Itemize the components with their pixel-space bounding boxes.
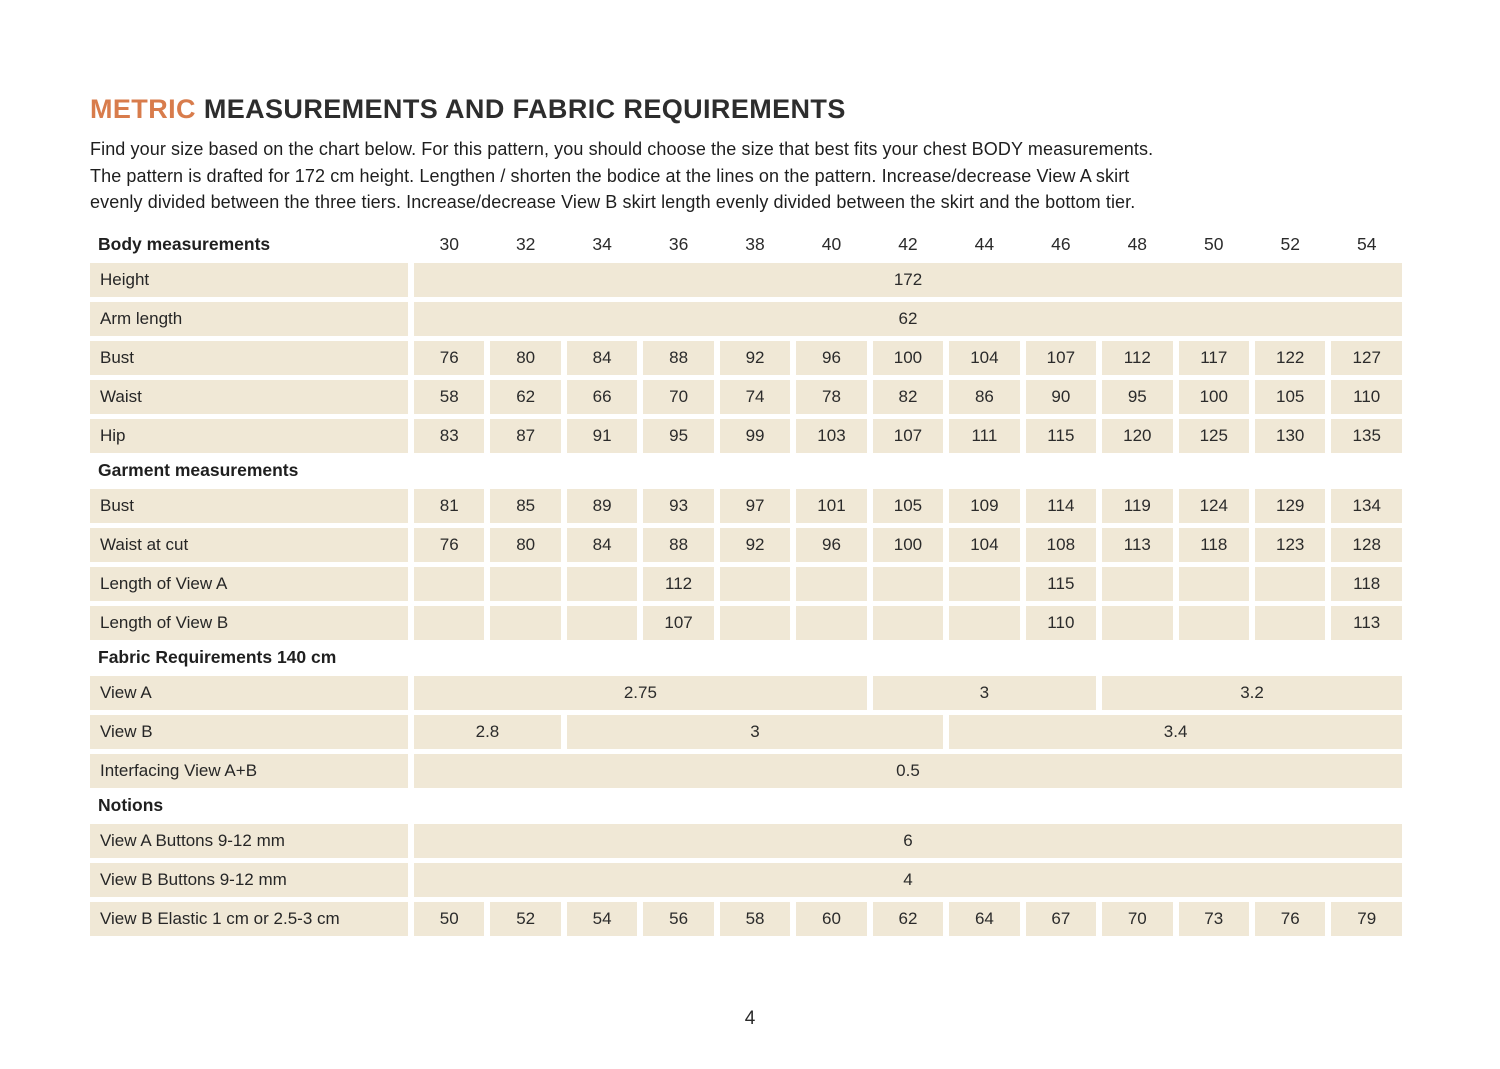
value-cell: 95 <box>643 419 713 453</box>
value-cell: 107 <box>873 419 943 453</box>
measurement-table <box>84 227 1408 941</box>
size-column-header: 48 <box>1127 234 1148 254</box>
value-cell: 104 <box>949 341 1019 375</box>
table-row <box>90 567 1402 601</box>
value-cell: 88 <box>643 341 713 375</box>
value-cell: 50 <box>414 902 484 936</box>
table-row <box>90 489 1402 523</box>
value-cell <box>490 567 560 601</box>
value-cell: 0.5 <box>414 754 1402 788</box>
value-cell: 92 <box>720 528 790 562</box>
value-cell: 3.4 <box>949 715 1402 749</box>
size-column-header: 32 <box>515 234 536 254</box>
value-cell: 62 <box>873 902 943 936</box>
value-cell: 109 <box>949 489 1019 523</box>
value-cell <box>873 567 943 601</box>
value-cell: 119 <box>1102 489 1172 523</box>
value-cell <box>490 606 560 640</box>
value-cell <box>949 567 1019 601</box>
value-cell: 60 <box>796 902 866 936</box>
value-cell: 80 <box>490 528 560 562</box>
value-cell: 79 <box>1331 902 1402 936</box>
value-cell: 125 <box>1179 419 1249 453</box>
value-cell: 103 <box>796 419 866 453</box>
value-cell: 120 <box>1102 419 1172 453</box>
section-header-row <box>90 458 1402 484</box>
value-cell: 110 <box>1331 380 1402 414</box>
value-cell: 2.8 <box>414 715 561 749</box>
value-cell: 114 <box>1026 489 1096 523</box>
value-cell: 108 <box>1026 528 1096 562</box>
value-cell <box>720 606 790 640</box>
section-label: Fabric Requirements 140 cm <box>98 647 337 667</box>
row-label: View B Elastic 1 cm or 2.5-3 cm <box>90 902 408 936</box>
size-column-header: 38 <box>745 234 765 254</box>
value-cell <box>1102 606 1172 640</box>
value-cell: 70 <box>643 380 713 414</box>
size-column-header: 54 <box>1356 234 1377 254</box>
intro-paragraph <box>90 136 1400 216</box>
value-cell <box>414 606 484 640</box>
value-cell: 91 <box>567 419 637 453</box>
row-label: Bust <box>90 341 408 375</box>
value-cell: 115 <box>1026 567 1096 601</box>
row-label: Length of View B <box>90 606 408 640</box>
value-cell: 85 <box>490 489 560 523</box>
value-cell: 130 <box>1255 419 1325 453</box>
measurement-table-body <box>90 232 1402 936</box>
row-label: View A <box>90 676 408 710</box>
value-cell <box>567 606 637 640</box>
value-cell: 70 <box>1102 902 1172 936</box>
size-column-header: 40 <box>821 234 842 254</box>
value-cell <box>873 606 943 640</box>
value-cell: 81 <box>414 489 484 523</box>
value-cell: 67 <box>1026 902 1096 936</box>
value-cell: 110 <box>1026 606 1096 640</box>
size-column-header: 36 <box>668 234 689 254</box>
page-number: 4 <box>744 1008 756 1029</box>
row-label: Waist at cut <box>90 528 408 562</box>
value-cell: 100 <box>873 341 943 375</box>
value-cell: 73 <box>1179 902 1249 936</box>
value-cell: 111 <box>949 419 1019 453</box>
value-cell: 93 <box>643 489 713 523</box>
value-cell <box>1102 567 1172 601</box>
table-row <box>90 863 1402 897</box>
section-header-row <box>90 645 1402 671</box>
size-column-header: 52 <box>1280 234 1300 254</box>
value-cell <box>567 567 637 601</box>
intro-line: Find your size based on the chart below. For this pattern, you should choose the size that best fits your chest BODY measurements. <box>90 139 1154 159</box>
row-label: Hip <box>90 419 408 453</box>
value-cell: 80 <box>490 341 560 375</box>
value-cell <box>949 606 1019 640</box>
row-label: Bust <box>90 489 408 523</box>
value-cell <box>1179 567 1249 601</box>
value-cell <box>796 606 866 640</box>
value-cell: 4 <box>414 863 1402 897</box>
value-cell: 82 <box>873 380 943 414</box>
value-cell: 58 <box>414 380 484 414</box>
size-column-header: 34 <box>592 234 612 254</box>
size-column-header: 44 <box>974 234 995 254</box>
value-cell: 99 <box>720 419 790 453</box>
size-header-row <box>90 232 1402 258</box>
value-cell: 3 <box>567 715 943 749</box>
value-cell: 76 <box>414 528 484 562</box>
value-cell: 100 <box>1179 380 1249 414</box>
table-row <box>90 341 1402 375</box>
value-cell: 135 <box>1331 419 1402 453</box>
value-cell: 172 <box>414 263 1402 297</box>
value-cell: 115 <box>1026 419 1096 453</box>
column-header-label: Body measurements <box>98 234 271 254</box>
value-cell: 101 <box>796 489 866 523</box>
value-cell: 96 <box>796 528 866 562</box>
value-cell: 129 <box>1255 489 1325 523</box>
value-cell: 66 <box>567 380 637 414</box>
value-cell: 76 <box>414 341 484 375</box>
table-row <box>90 754 1402 788</box>
value-cell: 3.2 <box>1102 676 1402 710</box>
value-cell: 62 <box>414 302 1402 336</box>
section-label: Notions <box>98 795 164 815</box>
value-cell: 84 <box>567 528 637 562</box>
row-label: View B Buttons 9-12 mm <box>90 863 408 897</box>
size-column-header: 42 <box>898 234 918 254</box>
value-cell: 134 <box>1331 489 1402 523</box>
row-label: Waist <box>90 380 408 414</box>
value-cell: 124 <box>1179 489 1249 523</box>
value-cell: 76 <box>1255 902 1325 936</box>
value-cell: 96 <box>796 341 866 375</box>
value-cell: 112 <box>1102 341 1172 375</box>
value-cell: 107 <box>643 606 713 640</box>
value-cell: 86 <box>949 380 1019 414</box>
section-label: Garment measurements <box>98 460 299 480</box>
value-cell: 105 <box>873 489 943 523</box>
table-row <box>90 528 1402 562</box>
value-cell: 83 <box>414 419 484 453</box>
value-cell: 112 <box>643 567 713 601</box>
row-label: Height <box>90 263 408 297</box>
value-cell: 113 <box>1102 528 1172 562</box>
value-cell <box>1255 606 1325 640</box>
value-cell <box>414 567 484 601</box>
size-column-header: 30 <box>439 234 459 254</box>
table-row <box>90 380 1402 414</box>
value-cell: 62 <box>490 380 560 414</box>
value-cell: 100 <box>873 528 943 562</box>
value-cell: 54 <box>567 902 637 936</box>
table-row <box>90 715 1402 749</box>
table-row <box>90 902 1402 936</box>
page-title <box>90 94 1400 125</box>
table-row <box>90 419 1402 453</box>
value-cell: 122 <box>1255 341 1325 375</box>
table-row <box>90 676 1402 710</box>
row-label: View B <box>90 715 408 749</box>
value-cell: 107 <box>1026 341 1096 375</box>
value-cell: 64 <box>949 902 1019 936</box>
section-header-row <box>90 793 1402 819</box>
value-cell: 118 <box>1179 528 1249 562</box>
value-cell: 3 <box>873 676 1096 710</box>
row-label: Arm length <box>90 302 408 336</box>
value-cell: 90 <box>1026 380 1096 414</box>
value-cell: 2.75 <box>414 676 867 710</box>
intro-line: evenly divided between the three tiers. Increase/decrease View B skirt length evenly divided between the skirt and the bottom tier. <box>90 192 1136 212</box>
value-cell: 6 <box>414 824 1402 858</box>
value-cell: 56 <box>643 902 713 936</box>
row-label: Interfacing View A+B <box>90 754 408 788</box>
value-cell <box>1255 567 1325 601</box>
value-cell: 118 <box>1331 567 1402 601</box>
value-cell: 84 <box>567 341 637 375</box>
value-cell: 123 <box>1255 528 1325 562</box>
value-cell: 88 <box>643 528 713 562</box>
row-label: View A Buttons 9-12 mm <box>90 824 408 858</box>
size-column-header: 50 <box>1204 234 1224 254</box>
value-cell: 117 <box>1179 341 1249 375</box>
intro-line: The pattern is drafted for 172 cm height. Lengthen / shorten the bodice at the lines on the pattern. Increase/decrease View A skirt <box>90 165 1130 186</box>
value-cell <box>720 567 790 601</box>
value-cell: 87 <box>490 419 560 453</box>
title-highlight: METRIC <box>90 94 196 124</box>
value-cell: 89 <box>567 489 637 523</box>
value-cell <box>796 567 866 601</box>
value-cell: 92 <box>720 341 790 375</box>
value-cell: 52 <box>490 902 560 936</box>
table-row <box>90 302 1402 336</box>
value-cell: 95 <box>1102 380 1172 414</box>
value-cell: 113 <box>1331 606 1402 640</box>
title-rest: MEASUREMENTS AND FABRIC REQUIREMENTS <box>203 94 846 124</box>
row-label: Length of View A <box>90 567 408 601</box>
value-cell: 97 <box>720 489 790 523</box>
value-cell: 74 <box>720 380 790 414</box>
value-cell <box>1179 606 1249 640</box>
value-cell: 78 <box>796 380 866 414</box>
table-row <box>90 263 1402 297</box>
value-cell: 58 <box>720 902 790 936</box>
table-row <box>90 606 1402 640</box>
size-column-header: 46 <box>1051 234 1071 254</box>
table-row <box>90 824 1402 858</box>
value-cell: 127 <box>1331 341 1402 375</box>
value-cell: 105 <box>1255 380 1325 414</box>
value-cell: 128 <box>1331 528 1402 562</box>
value-cell: 104 <box>949 528 1019 562</box>
